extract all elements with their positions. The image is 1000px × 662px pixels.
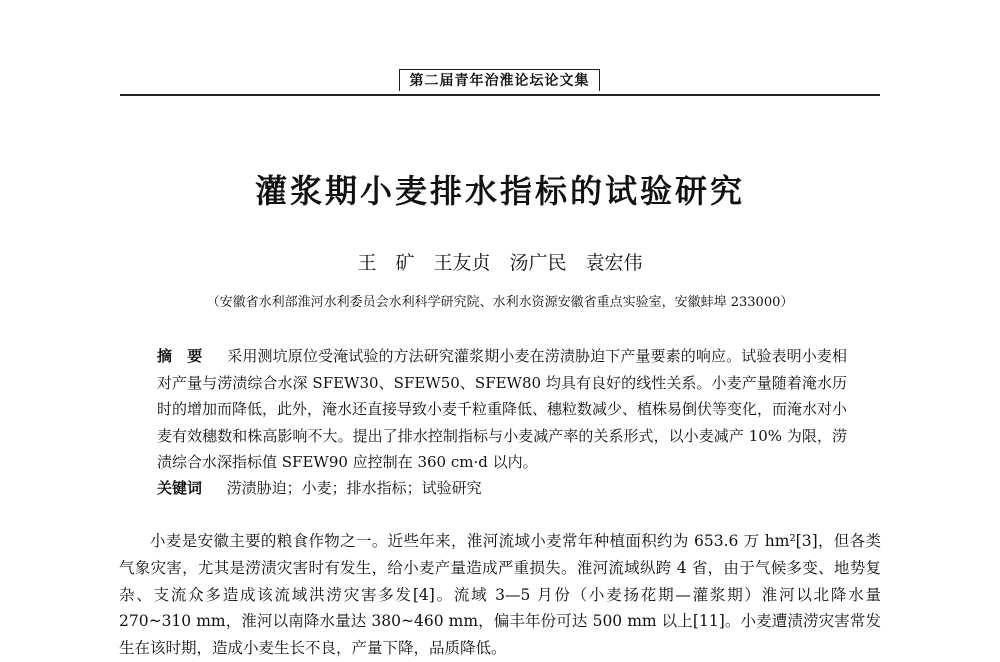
paper-title: 灌浆期小麦排水指标的试验研究 (254, 172, 745, 210)
abstract (157, 343, 847, 476)
body-paragraph: 小麦是安徽主要的粮食作物之一。近些年来，淮河流域小麦常年种植面积约为 653.6 万 hm²[3]，但各类气象灾害，尤其是涝渍灾害时有发生，给小麦产量造成严重损失。淮河流域纵跨 4 省，由于气候多变、地势复杂、支流众多造成该流域洪涝灾害多发[4]。流域 3—5 月份（小麦扬花期—灌浆期）淮河以北降水量 270~310 mm，淮河以南降水量达 380~460 mm，偏丰年份可达 500 mm 以上[11]。小麦遭渍涝灾害常发生在该时期，造成小麦生长不良，产量下降，品质降低。 (119, 532, 881, 658)
header-rule (120, 94, 880, 96)
affiliation: （安徽省水利部淮河水利委员会水利科学研究院、水利水资源安徽省重点实验室，安徽蚌埠 233000） (206, 295, 794, 310)
authors: 王 矿 王友贞 汤广民 袁宏伟 (357, 252, 643, 274)
body-text (119, 528, 881, 662)
abstract-label: 摘 要 (157, 347, 203, 365)
journal-name: 第二届青年治淮论坛论文集 (409, 73, 590, 89)
keywords (157, 475, 847, 501)
journal-header (399, 69, 600, 91)
keywords-label: 关键词 (157, 479, 203, 497)
abstract-text: 采用测坑原位受淹试验的方法研究灌浆期小麦在涝渍胁迫下产量要素的响应。试验表明小麦相对产量与涝渍综合水深 SFEW30、SFEW50、SFEW80 均具有良好的线性关系。小麦产量随着淹水历时的增加而降低，此外，淹水还直接导致小麦千粒重降低、穗粒数减少、植株易倒伏等变化，而淹水对小麦有效穗数和株高影响不大。提出了排水控制指标与小麦减产率的关系形式，以小麦减产 10% 为限，涝渍综合水深指标值 SFEW90 应控制在 360 cm·d 以内。 (157, 347, 848, 471)
keywords-text: 涝渍胁迫；小麦；排水指标；试验研究 (226, 479, 482, 497)
